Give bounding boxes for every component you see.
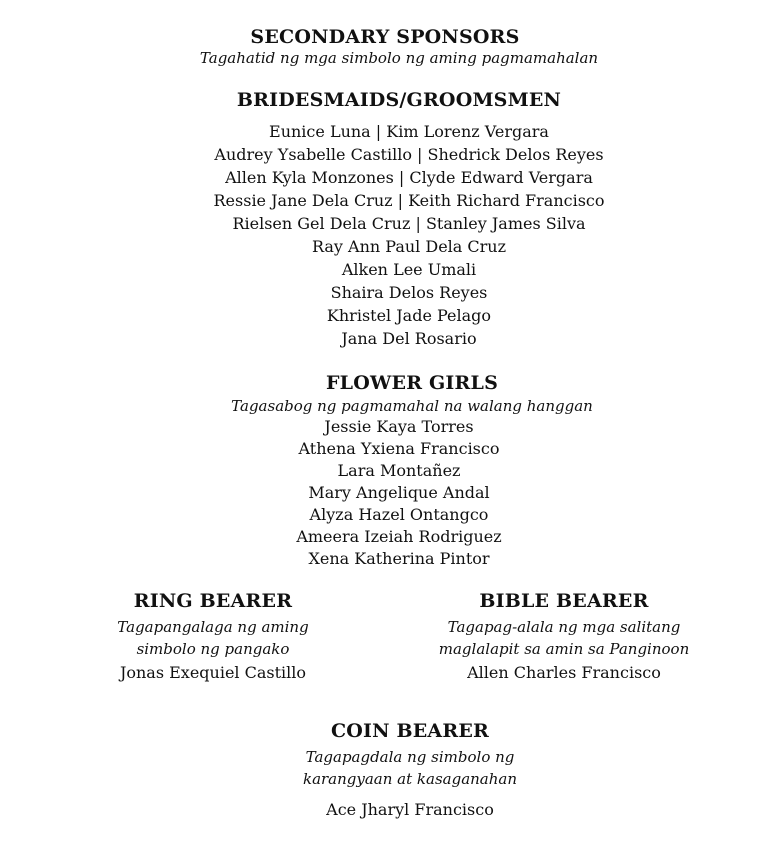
ring-bearer-subtitle-line: Tagapangalaga ng aming	[117, 618, 309, 636]
bible-bearer-subtitle-line: Tagapag-alala ng mga salitang	[447, 618, 681, 636]
flower-girl-name: Xena Katherina Pintor	[308, 549, 490, 568]
ring-bearer-heading: RING BEARER	[133, 590, 293, 612]
flower-girl-name: Athena Yxiena Francisco	[298, 439, 500, 458]
ring-bearer-name: Jonas Exequiel Castillo	[119, 663, 307, 682]
flower-girl-name: Jessie Kaya Torres	[324, 417, 474, 436]
coin-bearer-subtitle-line: karangyaan at kasaganahan	[302, 770, 518, 788]
secondary-sponsors-subtitle: Tagahatid ng mga simbolo ng aming pagmamahalan	[199, 49, 599, 67]
coin-bearer-subtitle-line: Tagapagdala ng simbolo ng	[305, 748, 515, 766]
flower-girls-subtitle: Tagasabog ng pagmamahal na walang hanggan	[231, 397, 593, 415]
flower-girl-name: Lara Montañez	[337, 461, 461, 480]
bridesmaid-groomsman-pair: Ressie Jane Dela Cruz | Keith Richard Francisco	[213, 191, 605, 210]
flower-girl-name: Mary Angelique Andal	[308, 483, 490, 502]
bridesmaid-name: Jana Del Rosario	[341, 329, 477, 348]
secondary-sponsors-heading: SECONDARY SPONSORS	[250, 26, 520, 48]
bridesmaid-name: Ray Ann Paul Dela Cruz	[311, 237, 507, 256]
bridesmaid-groomsman-pair: Audrey Ysabelle Castillo | Shedrick Delos Reyes	[214, 145, 604, 164]
coin-bearer-heading: COIN BEARER	[330, 720, 490, 742]
coin-bearer-section	[250, 719, 570, 822]
bridesmaid-name: Shaira Delos Reyes	[330, 283, 488, 302]
bible-bearer-heading: BIBLE BEARER	[479, 590, 649, 612]
bridesmaids-groomsmen-heading: BRIDESMAIDS/GROOMSMEN	[236, 89, 562, 111]
coin-bearer-name: Ace Jharyl Francisco	[326, 800, 494, 819]
flower-girl-name: Ameera Izeiah Rodriguez	[296, 527, 502, 546]
bridesmaid-name: Khristel Jade Pelago	[326, 306, 492, 325]
bridesmaid-groomsman-pair: Allen Kyla Monzones | Clyde Edward Vergara	[225, 168, 593, 187]
bible-bearer-section	[420, 589, 708, 685]
bridesmaid-groomsman-pair: Eunice Luna | Kim Lorenz Vergara	[269, 122, 549, 141]
flower-girls-heading: FLOWER GIRLS	[325, 372, 498, 394]
bible-bearer-subtitle-line: maglalapit sa amin sa Panginoon	[438, 640, 690, 658]
flower-girl-name: Alyza Hazel Ontangco	[309, 505, 489, 524]
bridesmaid-groomsman-pair: Rielsen Gel Dela Cruz | Stanley James Silva	[232, 214, 586, 233]
bible-bearer-name: Allen Charles Francisco	[467, 663, 661, 682]
bridesmaid-name: Alken Lee Umali	[341, 260, 477, 279]
ring-bearer-subtitle-line: simbolo ng pangako	[136, 640, 290, 658]
ring-bearer-section	[76, 589, 350, 685]
